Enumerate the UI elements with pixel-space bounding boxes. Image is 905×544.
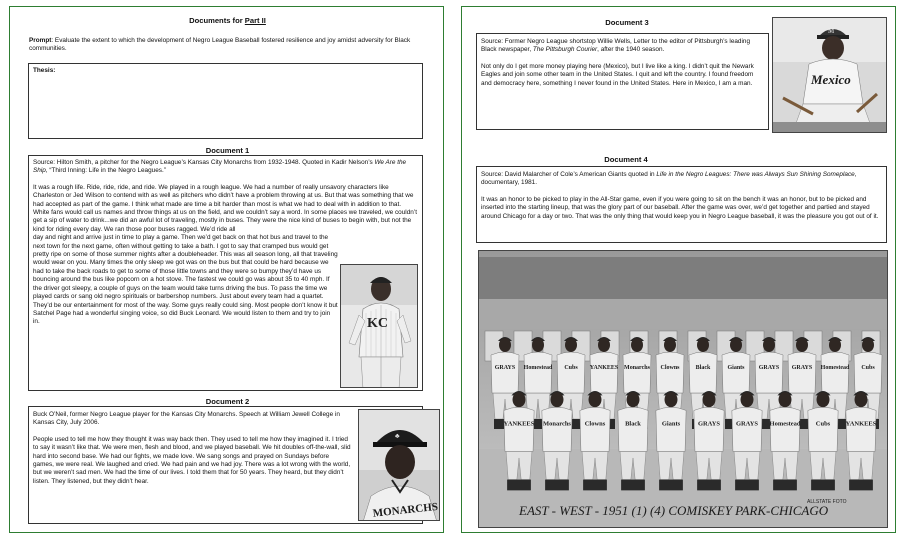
- team-jersey-text: YANKEES: [845, 420, 877, 428]
- team-jersey-text: Homestead: [820, 365, 850, 371]
- team-jersey-text: Cubs: [564, 365, 578, 371]
- team-jersey-text: GRAYS: [791, 365, 813, 371]
- document-2-heading: Document 2: [205, 397, 250, 406]
- document-3-box: [476, 33, 769, 130]
- team-jersey-text: GRAYS: [735, 420, 759, 428]
- team-jersey-text: Black: [625, 420, 641, 428]
- team-jersey-text: Monarchs: [624, 365, 650, 371]
- prompt: [29, 37, 429, 54]
- all-star-team-photo: [478, 250, 888, 528]
- thesis-label: Thesis:: [33, 67, 56, 74]
- team-jersey-text: Clowns: [660, 365, 680, 371]
- team-jersey-text: GRAYS: [758, 365, 780, 371]
- document-4-body: It was an honor to be picked to play in the All-Star game, even if you were going to sit on the bench it was an honor, but to be picked and inserted into the starting lineup, that was the glory part of our baseball. After the game was over, we’d get together and partied and stayed around Chicago for a day or two. That was the only thing that would keep you in Negro League baseball, it was the pleasure you got out of it.: [481, 195, 879, 220]
- team-jersey-text: YANKEES: [589, 365, 619, 371]
- thesis-box[interactable]: [28, 63, 423, 139]
- team-jersey-text: Giants: [727, 365, 745, 371]
- left-page: [9, 6, 444, 533]
- document-4-box: [476, 166, 887, 243]
- team-jersey-text: Cubs: [815, 420, 831, 428]
- team-jersey-text: Black: [695, 365, 711, 371]
- team-jersey-text: Homestead: [769, 420, 801, 428]
- team-jersey-text: GRAYS: [494, 365, 516, 371]
- prompt-text: : Evaluate the extent to which the development of Negro League Baseball fostered resilience and joy amidst adversity for Black communities.: [29, 37, 411, 53]
- wells-cap-letter: M: [828, 27, 835, 35]
- right-page: [461, 6, 896, 533]
- document-3-heading: Document 3: [605, 18, 649, 27]
- oneil-jersey-text: MONARCHS: [372, 500, 439, 520]
- page-title: Documents for Part II: [189, 16, 266, 25]
- buck-oneil-photo: [358, 409, 440, 521]
- part-two-label: Part II: [244, 16, 266, 25]
- document-2-source: Buck O’Neil, former Negro League player for the Kansas City Monarchs. Speech at William Jewell College in Kansas City, July 2006.: [33, 411, 340, 427]
- kc-letters: KC: [367, 316, 388, 331]
- team-photo-caption: EAST - WEST - 1951 (1) (4) COMISKEY PARK-CHICAGO: [519, 503, 829, 518]
- document-4-heading: Document 4: [604, 155, 648, 164]
- prompt-label: Prompt: [29, 37, 52, 44]
- team-jersey-text: Clowns: [584, 420, 606, 428]
- team-jersey-text: Homestead: [523, 365, 553, 371]
- svg-text:♣: ♣: [395, 432, 400, 440]
- document-3-body: Not only do I get more money playing here (Mexico), but I live like a king. I didn’t quit the Newark Eagles and join some other team in the United States. I quit and left the country. I found freedom and democracy here, something I never found in the United States. Here in Mexico, I am a man.: [481, 62, 754, 87]
- document-1-body-wrap: day and night and arrive just in time to play a game. Then we’d get back on that hot bus and travel to the next town for the next game, often without getting to take a bath. I got to say that cramped bus would get pretty ripe on some of those summer nights after a doubleheader. This was all season long, all that traveling would wear on you. Many times the only sleep we got was on the bus but that could be hard because we had to take the back roads to get to some of those little towns and they were so bumpy they’d have us bouncing around the bus like popcorn on a hot stove. The fastest we could go was about 35 to 40 mph. If the driver got sleepy, a couple of guys on the team would take turns driving the bus. To pass the time we played cards or sang old negro spirituals or barbershop numbers. Just about every team had a quartet. They’d be our entertainment for most of the way. Some guys really could sing. Most people don’t know it but Satchel Page had a wonderful singing voice, so did Buck Leonard. We would listen to them and try to join in.: [33, 234, 338, 326]
- document-1-box: [28, 155, 423, 391]
- team-photo-stamp: ALLSTATE FOTO: [807, 499, 847, 505]
- willie-wells-photo: [772, 17, 887, 133]
- document-1-source: Source: Hilton Smith, a pitcher for the Negro League’s Kansas City Monarchs from 1932-1948. Quoted in Kadir Nelson’s We Are the Ship, “Third Inning: Life in the Negro Leagues.”: [33, 159, 407, 175]
- team-jersey-text: Cubs: [861, 365, 875, 371]
- team-jersey-text: Giants: [661, 420, 681, 428]
- team-jersey-text: Monarchs: [543, 420, 571, 428]
- team-jersey-text: YANKEES: [503, 420, 535, 428]
- document-1-body-top: It was a rough life. Ride, ride, ride, and ride. We played in a rough league. We had a number of really unsavory characters like Charleston or Jed Wilson to contend with as well as pitchers who didn’t have a problem throwing at us. But that was something that we had accepted as part of the game. I think what made are time a bit harder than most is what we had to deal with in addition to that. White fans would call us names and throw things at us on the field, and we couldn’t say a word. In some places we traveled, we couldn’t get a sip of water to drink...we did an awful lot of traveling, mostly in buses. They were the nice kind of buses to begin with, but not the kind for riding every day. We ran those poor buses ragged. We’d ride all: [33, 183, 418, 233]
- document-2-body: People used to tell me how they thought it was way back then. They used to tell me how they imagined it. I tried to say it wasn’t like that. We were men, flesh and blood, and we played baseball. We hit doubles off-the-wall, slid hard into second base. We had our fights, we made love. We sang songs and prayed on Sundays before games, we were real. We laughed and cried. We had pain and we had joy. There was a lot wrong with the world, but we weren’t sad men. We had the time of our lives. I told them that for 50 years. They heard, but they didn’t listen. They listened, but they didn’t hear.: [33, 435, 351, 485]
- wells-jersey-text: Mexico: [811, 72, 851, 87]
- document-4-source: Source: David Malarcher of Cole’s American Giants quoted in Life in the Negro Leagues: There was Always Sun Shining Someplace, documentary, 1981.: [481, 171, 857, 187]
- kc-player-photo: [340, 264, 418, 388]
- team-jersey-text: GRAYS: [697, 420, 721, 428]
- document-1-heading: Document 1: [205, 146, 250, 155]
- document-3-source: Source: Former Negro League shortstop Willie Wells, Letter to the editor of Pittsburgh’s leading Black newspaper, The Pittsburgh Courier, after the 1940 season.: [481, 38, 751, 54]
